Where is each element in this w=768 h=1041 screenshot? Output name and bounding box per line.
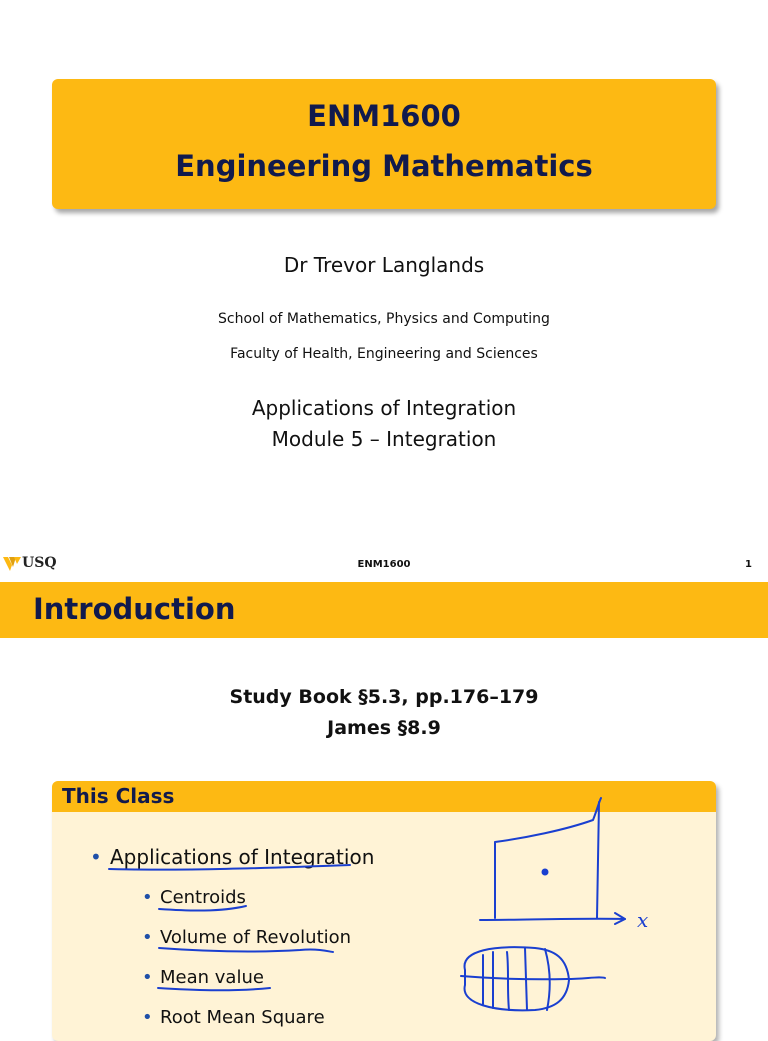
list-item-rms — [142, 1007, 325, 1028]
sketch-centroid-dot — [543, 870, 548, 875]
list-item-label: Root Mean Square — [160, 1007, 325, 1028]
author: Dr Trevor Langlands — [283, 253, 485, 277]
bullet-icon: • — [142, 927, 153, 948]
course-name-title: Engineering Mathematics — [175, 149, 593, 183]
james-reference: James §8.9 — [327, 717, 441, 739]
course-code-title: ENM1600 — [307, 99, 461, 133]
title-box — [52, 79, 716, 209]
list-item-applications — [90, 845, 375, 869]
topic-title: Applications of Integration — [251, 396, 517, 420]
topic-module: Module 5 – Integration — [271, 427, 497, 451]
bullet-icon: • — [142, 967, 153, 988]
list-item-label: Applications of Integration — [110, 845, 375, 869]
list-item-label: Centroids — [160, 887, 246, 908]
bullet-icon: • — [142, 1007, 153, 1028]
pen-sketch-annotation — [455, 790, 685, 1024]
sketch-axis-label: x — [637, 908, 649, 932]
study-book-reference: Study Book §5.3, pp.176–179 — [229, 686, 539, 708]
footer-course-code: ENM1600 — [357, 559, 411, 570]
bullet-icon: • — [90, 845, 102, 869]
block-title: This Class — [62, 784, 175, 808]
bullet-icon: • — [142, 887, 153, 908]
footer-page-number: 1 — [745, 559, 752, 570]
institute-school: School of Mathematics, Physics and Computing — [218, 311, 550, 327]
slide-footer — [0, 553, 768, 577]
sketch-x-axis — [480, 919, 625, 920]
list-item-centroids — [142, 887, 246, 908]
frame-title: Introduction — [33, 592, 236, 626]
list-item-label: Mean value — [160, 967, 264, 988]
sketch-region — [495, 798, 601, 918]
institute-faculty: Faculty of Health, Engineering and Sciences — [230, 346, 538, 362]
list-item-label: Volume of Revolution — [160, 927, 352, 948]
list-item-mean-value — [142, 967, 264, 988]
usq-logo-text: USQ — [22, 555, 57, 571]
frame-title-bar — [0, 582, 768, 638]
list-item-volume — [142, 927, 352, 948]
